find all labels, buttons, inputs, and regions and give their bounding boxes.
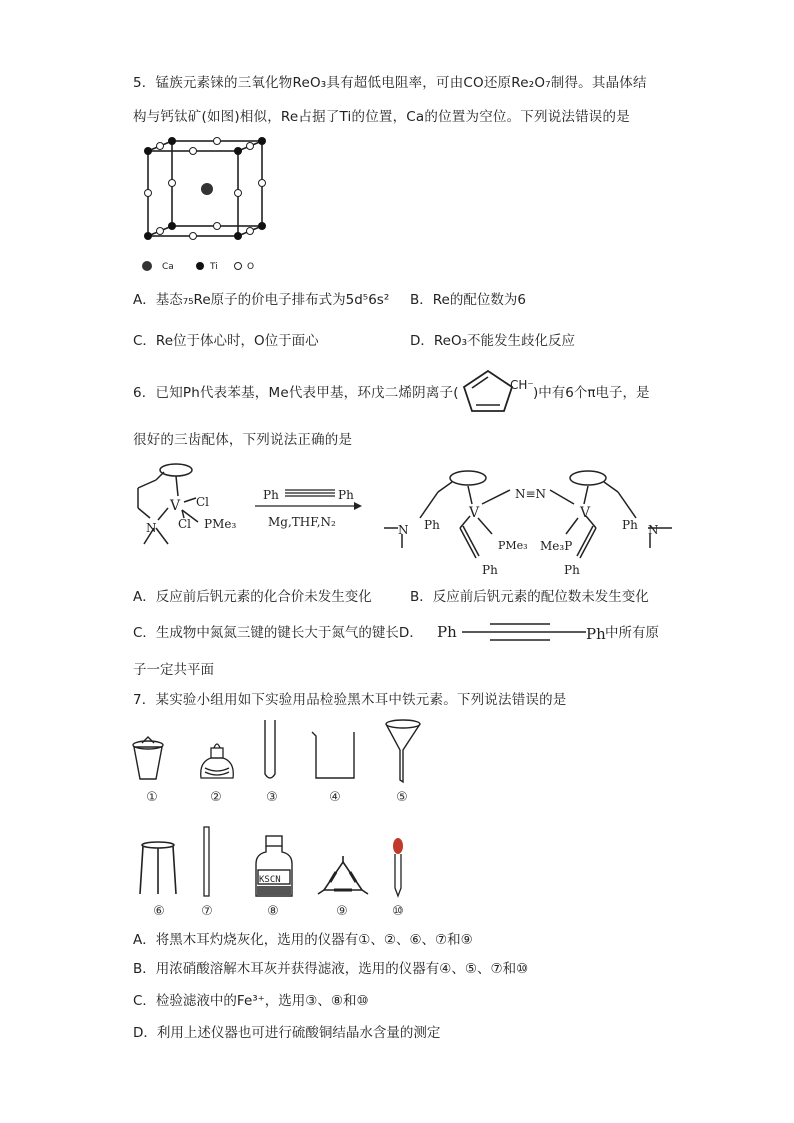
product-ph-2: Ph — [482, 563, 498, 577]
alcohol-lamp-icon — [197, 738, 237, 784]
reagent-ph-right: Ph — [338, 488, 354, 502]
reactant-pme3: PMe₃ — [204, 517, 237, 531]
q5-stem-line2: 构与钙钛矿(如图)相似，Re占据了Ti的位置，Ca的位置为空位。下列说法错误的是 — [133, 109, 630, 125]
product-me3p: Me₃P — [540, 539, 573, 553]
option-d-ph-left: Ph — [437, 623, 457, 641]
label-9: ⑨ — [336, 904, 348, 919]
label-6: ⑥ — [153, 904, 165, 919]
perovskite-cell-diagram — [140, 135, 280, 275]
label-2: ② — [210, 790, 222, 805]
reactant-cl1: Cl — [196, 495, 210, 509]
product-pme3: PMe₃ — [498, 539, 528, 552]
reactant-n: N — [146, 521, 157, 535]
label-10: ⑩ — [392, 904, 404, 919]
q7-option-c: C．检验滤液中的Fe³⁺，选用③、⑧和⑩ — [133, 993, 369, 1009]
q6-option-c: C．生成物中氮氮三键的键长大于氮气的键长D． — [133, 625, 423, 641]
reactant-cl2: Cl — [178, 517, 192, 531]
q7-option-d: D．利用上述仪器也可进行硫酸铜结晶水含量的测定 — [133, 1025, 441, 1041]
ring-charge-label: CH⁻ — [510, 378, 534, 392]
q7-stem: 7．某实验小组用如下实验用品检验黑木耳中铁元素。下列说法错误的是 — [133, 692, 567, 708]
reagent-ph-left: Ph — [263, 488, 279, 502]
label-4: ④ — [329, 790, 341, 805]
q6-option-b: B．反应前后钒元素的配位数未发生变化 — [410, 589, 649, 605]
legend-ca: Ca — [162, 262, 174, 272]
funnel-icon — [383, 718, 423, 784]
label-8: ⑧ — [267, 904, 279, 919]
product-ph-3: Ph — [622, 518, 638, 532]
q7-option-b: B．用浓硝酸溶解木耳灰并获得滤液，选用的仪器有④、⑤、⑦和⑩ — [133, 961, 529, 977]
product-n-right: N — [648, 523, 659, 537]
reagent-conditions: Mg,THF,N₂ — [268, 515, 336, 529]
q6-option-d-line2: 子一定共平面 — [133, 662, 214, 678]
label-3: ③ — [266, 790, 278, 805]
test-tube-icon — [262, 718, 278, 782]
bottle-label: KSCN — [259, 875, 281, 885]
label-1: ① — [146, 790, 158, 805]
product-ph-1: Ph — [424, 518, 440, 532]
reactant-v: V — [170, 498, 181, 514]
q5-stem-line1: 5．锰族元素铼的三氧化物ReO₃具有超低电阻率，可由CO还原Re₂O₇制得。其晶体结 — [133, 75, 647, 91]
q6-stem-line1b: )中有6个π电子，是 — [533, 385, 650, 401]
beaker-icon — [310, 730, 360, 782]
q5-option-d: D．ReO₃不能发生歧化反应 — [410, 333, 576, 349]
label-7: ⑦ — [201, 904, 213, 919]
tripod-icon — [138, 840, 178, 896]
dropper-icon — [390, 836, 406, 898]
product-n-left: N — [398, 523, 409, 537]
diphenylacetylene-triple-bond — [460, 620, 590, 644]
q5-option-c: C．Re位于体心时，O位于面心 — [133, 333, 319, 349]
q6-option-d-tail: 中所有原 — [605, 625, 659, 641]
product-ph-4: Ph — [564, 563, 580, 577]
clay-triangle-icon — [318, 856, 368, 898]
q6-stem-line2: 很好的三齿配体，下列说法正确的是 — [133, 432, 353, 448]
q6-option-a: A．反应前后钒元素的化合价未发生变化 — [133, 589, 372, 605]
q7-option-a: A．将黑木耳灼烧灰化，选用的仪器有①、②、⑥、⑦和⑨ — [133, 932, 473, 948]
glass-rod-icon — [203, 826, 211, 898]
label-5: ⑤ — [396, 790, 408, 805]
crucible-icon — [130, 735, 166, 783]
q6-stem-line1a: 6．已知Ph代表苯基，Me代表甲基，环戊二烯阴离子( — [133, 385, 459, 401]
reactant-structure — [128, 458, 248, 553]
legend-ti: Ti — [210, 262, 218, 272]
q5-option-b: B．Re的配位数为6 — [410, 292, 526, 308]
product-v-right: V — [580, 505, 591, 521]
q5-option-a: A．基态₇₅Re原子的价电子排布式为5d⁵6s² — [133, 292, 390, 308]
product-v-left: V — [469, 505, 480, 521]
legend-o: O — [247, 262, 255, 272]
option-d-ph-right: Ph — [586, 625, 606, 643]
product-dinitrogen: N≡N — [515, 487, 547, 501]
